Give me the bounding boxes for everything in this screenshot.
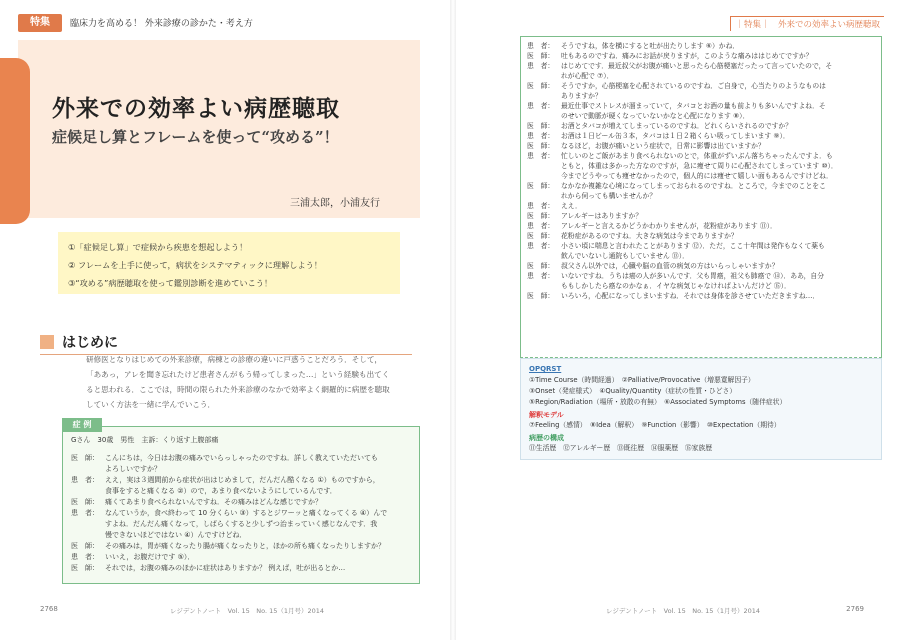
continued-dialog bbox=[527, 41, 875, 301]
utterance: ええ． bbox=[561, 202, 582, 210]
feature-badge: 特集 bbox=[18, 14, 62, 32]
intro-line: 研修医となりはじめての外来診療，病棟との診療の違いに戸惑うことだろう．そして， bbox=[86, 355, 382, 364]
dialog-line bbox=[71, 519, 411, 530]
history-heading: 病歴の構成 bbox=[529, 434, 564, 442]
speaker-label: 医 師： bbox=[71, 498, 99, 506]
dialog-line bbox=[527, 241, 875, 251]
history-line: ⑪生活歴 ⑫アレルギー歴 ⑬既往歴 ⑭服薬歴 ⑮家族歴 bbox=[529, 444, 713, 452]
speaker-label: 医 師： bbox=[527, 232, 555, 240]
header-subtitle: 臨床力を高める！ 外来診療の診かた・考え方 bbox=[70, 19, 253, 29]
dialog-line bbox=[527, 221, 875, 231]
dialog-line bbox=[527, 91, 875, 101]
opqrst-line: ①Time Course（時間経過） ②Palliative/Provocative（増悪寛解因子） bbox=[529, 376, 755, 384]
case-label: 症 例 bbox=[62, 418, 102, 432]
utterance: れが心配で ⑦）． bbox=[561, 72, 614, 80]
utterance: 小さい頃に喘息と言われたことがあります ⑫）．ただ，ここ十年間は発作もなくて薬も bbox=[561, 242, 825, 250]
speaker-label: 医 師： bbox=[527, 82, 555, 90]
dialog-line bbox=[527, 151, 875, 161]
article-title: 外来での効率よい病歴聴取 bbox=[52, 96, 340, 122]
case-patient: Gさん 30歳 男性 主訴：くり返す上腹部痛 bbox=[71, 436, 219, 444]
speaker-label bbox=[527, 71, 561, 81]
utterance: それでは，お腹の痛みのほかに症状はありますか？ 例えば，吐が出るとか… bbox=[105, 564, 346, 572]
utterance: 痛くてあまり食べられないんですね．その痛みはどんな感じですか？ bbox=[105, 498, 322, 506]
key-point: ③“攻める”病歴聴取を使って鑑別診断を進めていこう！ bbox=[68, 278, 273, 288]
utterance: 食事をすると痛くなる ②）ので，あまり食べないようにしているんです． bbox=[105, 487, 337, 495]
dialog-line bbox=[527, 131, 875, 141]
utterance: のせいで動脈が硬くなっていないかなと心配になります ⑧）． bbox=[561, 112, 750, 120]
utterance: 飲んでいないし通院もしていません ⑬）． bbox=[561, 252, 689, 260]
dialog-line bbox=[527, 181, 875, 191]
utterance: いないですね．うちは癌の人が多いんです．父も胃癌，祖父も肺癌で ⑭）．ああ，自分 bbox=[561, 272, 825, 280]
speaker-label: 医 師： bbox=[71, 454, 99, 462]
intro-line: していく方法を一緒に学んでいこう． bbox=[86, 400, 216, 409]
utterance: 吐もあるのですね．痛みにお話が戻りますが，このような痛みははじめてですか？ bbox=[561, 52, 813, 60]
dialog-line bbox=[527, 231, 875, 241]
speaker-label bbox=[71, 464, 105, 475]
utterance: はじめてです．最近叔父がお腹が痛いと思ったら心筋梗塞だったって言っていたので，そ bbox=[561, 62, 833, 70]
speaker-label: 患 者： bbox=[71, 509, 99, 517]
speaker-label: 医 師： bbox=[71, 542, 99, 550]
intro-line: 「ああっ，アレを聞き忘れたけど患者さんがもう帰ってしまった…」という経験も出てく bbox=[86, 370, 390, 379]
page-number-right: 2769 bbox=[846, 605, 864, 613]
utterance: お酒は１日ビール缶３本，タバコは１日２箱くらい吸ってしまいます ⑨）． bbox=[561, 132, 790, 140]
utterance: 最近仕事でストレスが溜まっていて，タバコとお酒の量も前よりも多いんですよね．そ bbox=[561, 102, 826, 110]
speaker-label bbox=[527, 171, 561, 181]
speaker-label bbox=[71, 530, 105, 541]
section-title: はじめに bbox=[62, 335, 118, 351]
dialog-line bbox=[527, 271, 875, 281]
section-heading bbox=[40, 332, 118, 352]
dialog-line bbox=[71, 552, 411, 563]
utterance: ももしかしたら癌なのかなぁ．イヤな病気じゃなければよいんだけど ⑮）． bbox=[561, 282, 791, 290]
dialog-box bbox=[520, 36, 882, 358]
dialog-line bbox=[71, 541, 411, 552]
dialog-line bbox=[527, 161, 875, 171]
speaker-label: 患 者： bbox=[527, 272, 555, 280]
utterance: 今までどうやっても痩せなかったので，個人的には痩せて嬉しい面もあるんですけどね． bbox=[561, 172, 833, 180]
dialog-line bbox=[71, 464, 411, 475]
key-point: ①「症候足し算」で症候から疾患を想起しよう！ bbox=[68, 242, 248, 252]
utterance: 慢できないほどではない ④）んですけどね． bbox=[105, 531, 247, 539]
model-heading: 解釈モデル bbox=[529, 411, 564, 419]
dialog-line bbox=[71, 475, 411, 486]
dialog-line bbox=[527, 291, 875, 301]
dialog-line bbox=[71, 486, 411, 497]
speaker-label bbox=[527, 251, 561, 261]
speaker-label: 患 者： bbox=[527, 202, 555, 210]
utterance: こんにちは，今日はお腹の痛みでいらっしゃったのですね．詳しく教えていただいても bbox=[105, 454, 378, 462]
journal-footer-right: レジデントノート Vol. 15 No. 15（1月号）2014 bbox=[606, 607, 761, 615]
intro-paragraph bbox=[86, 352, 416, 412]
utterance: ともと，体重は多かった方なのですが，急に痩せて周りに心配されてしまっています ⑩）． bbox=[561, 162, 838, 170]
speaker-label: 医 師： bbox=[71, 564, 99, 572]
dialog-line bbox=[527, 251, 875, 261]
case-dialog bbox=[71, 453, 411, 574]
dialog-line bbox=[527, 101, 875, 111]
dialog-line bbox=[527, 191, 875, 201]
utterance: いいえ，お腹だけです ⑤）． bbox=[105, 553, 195, 561]
dialog-line bbox=[71, 508, 411, 519]
running-header: ｜特集｜ 外来での効率よい病歴聴取 bbox=[730, 16, 884, 31]
dialog-line bbox=[527, 201, 875, 211]
speaker-label: 医 師： bbox=[527, 292, 555, 300]
speaker-label bbox=[527, 161, 561, 171]
speaker-label: 患 者： bbox=[71, 476, 99, 484]
opqrst-line: ⑤Region/Radiation（場所・放散の有無） ⑥Associated Symptoms（随伴症状） bbox=[529, 398, 787, 406]
speaker-label: 医 師： bbox=[527, 122, 555, 130]
speaker-label: 患 者： bbox=[527, 152, 555, 160]
authors: 三浦太郎，小浦友行 bbox=[290, 198, 380, 209]
key-point: ② フレームを上手に使って，病状をシステマティックに理解しよう！ bbox=[68, 260, 323, 270]
speaker-label bbox=[71, 519, 105, 530]
speaker-label: 患 者： bbox=[71, 553, 99, 561]
dialog-line bbox=[527, 281, 875, 291]
dialog-line bbox=[527, 81, 875, 91]
dialog-line bbox=[527, 171, 875, 181]
dialog-line bbox=[527, 41, 875, 51]
speaker-label: 患 者： bbox=[527, 132, 555, 140]
utterance: その痛みは，胃が痛くなったり腸が痛くなったりと，ほかの所も痛くなったりしますか？ bbox=[105, 542, 385, 550]
dialog-line bbox=[527, 111, 875, 121]
dialog-line bbox=[527, 71, 875, 81]
utterance: ありますか？ bbox=[561, 92, 602, 100]
dialog-line bbox=[527, 51, 875, 61]
speaker-label: 医 師： bbox=[527, 142, 555, 150]
utterance: なるほど，お腹が痛いという症状で，日常に影響は出ていますか？ bbox=[561, 142, 765, 150]
model-line: ⑦Feeling（感情） ⑧Idea（解釈） ⑨Function（影響） ⑩Expectation（期待） bbox=[529, 421, 781, 429]
intro-line: ると思われる．ここでは，時間の限られた外来診療のなかで効率よく網羅的に病歴を聴取 bbox=[86, 385, 390, 394]
utterance: れから伺っても構いませんか？ bbox=[561, 192, 657, 200]
speaker-label: 医 師： bbox=[527, 212, 555, 220]
speaker-label: 医 師： bbox=[527, 52, 555, 60]
dialog-line bbox=[527, 61, 875, 71]
framework-box bbox=[520, 358, 882, 460]
utterance: そうですか，心筋梗塞を心配されているのですね．ご自身で，心当たりのようなものは bbox=[561, 82, 826, 90]
dialog-line bbox=[71, 453, 411, 464]
speaker-label: 医 師： bbox=[527, 262, 555, 270]
speaker-label bbox=[527, 281, 561, 291]
speaker-label bbox=[71, 486, 105, 497]
journal-footer-left: レジデントノート Vol. 15 No. 15（1月号）2014 bbox=[170, 607, 325, 615]
speaker-label: 医 師： bbox=[527, 182, 555, 190]
utterance: すよね．だんだん痛くなって，しばらくすると少しずつ治まっていく感じなんです．我 bbox=[105, 520, 378, 528]
utterance: 花粉症があるのですね．大きな病気は今までありますか？ bbox=[561, 232, 738, 240]
speaker-label: 患 者： bbox=[527, 222, 555, 230]
page-number-left: 2768 bbox=[40, 605, 58, 613]
utterance: アレルギーと言えるかどうかわかりませんが，花粉症があります ⑪）． bbox=[561, 222, 777, 230]
dialog-line bbox=[527, 211, 875, 221]
speaker-label: 患 者： bbox=[527, 242, 555, 250]
dialog-line bbox=[527, 261, 875, 271]
dialog-line bbox=[71, 563, 411, 574]
dialog-line bbox=[527, 121, 875, 131]
opqrst-heading: OPQRST bbox=[529, 365, 562, 373]
speaker-label bbox=[527, 191, 561, 201]
utterance: 叔父さん以外では，心臓や脳の血管の病気の方はいらっしゃいますか？ bbox=[561, 262, 779, 270]
speaker-label: 患 者： bbox=[527, 62, 555, 70]
title-tab-decoration bbox=[0, 58, 30, 224]
dialog-line bbox=[71, 530, 411, 541]
article-subtitle: 症候足し算とフレームを使って“攻める”！ bbox=[52, 128, 339, 146]
utterance: なんていうか，食べ終わって 10 分くらい ③）するとジワーッと痛くなってくる ④）んで bbox=[105, 509, 388, 517]
speaker-label: 患 者： bbox=[527, 102, 555, 110]
dialog-line bbox=[71, 497, 411, 508]
utterance: いろいろ，心配になってしまいますね．それでは身体を診させていただきますね…． bbox=[561, 292, 820, 300]
utterance: アレルギーはありますか？ bbox=[561, 212, 643, 220]
utterance: なかなか複雑な心境になってしまっておられるのですね．ところで，今までのことをこ bbox=[561, 182, 826, 190]
speaker-label bbox=[527, 111, 561, 121]
utterance: そうですね，体を横にすると吐が出たりします ⑥）かね． bbox=[561, 42, 740, 50]
speaker-label: 患 者： bbox=[527, 42, 555, 50]
utterance: 忙しいのとご飯があまり食べられないのとで，体重がずいぶん落ちちゃったんですよ．も bbox=[561, 152, 833, 160]
speaker-label bbox=[527, 91, 561, 101]
right-page bbox=[456, 0, 906, 640]
opqrst-line: ③Onset（発症様式） ④Quality/Quantity（症状の性質・ひどさ） bbox=[529, 387, 737, 395]
utterance: ええ，実は３週間前から症状が出はじめまして，だんだん酷くなる ①）ものですから， bbox=[105, 476, 380, 484]
dialog-line bbox=[527, 141, 875, 151]
utterance: よろしいですか？ bbox=[105, 465, 161, 473]
case-box bbox=[62, 426, 420, 584]
key-points-box bbox=[58, 232, 400, 294]
left-page bbox=[0, 0, 450, 640]
section-marker-icon bbox=[40, 335, 54, 349]
utterance: お酒とタバコが増えてしまっているのですね．どれくらいされるのですか？ bbox=[561, 122, 793, 130]
